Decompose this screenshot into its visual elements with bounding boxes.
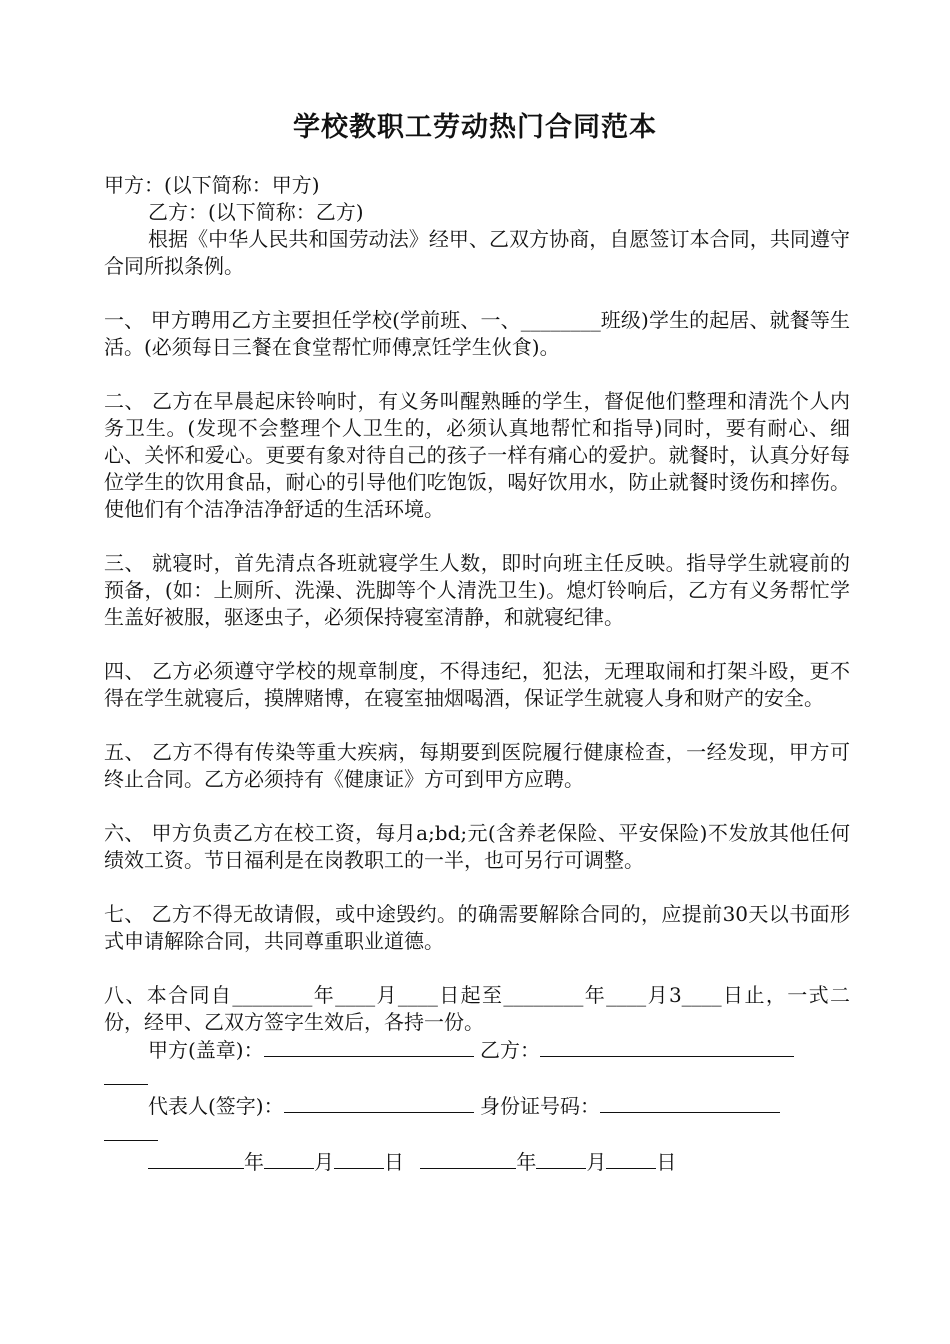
clause-5: 五、 乙方不得有传染等重大疾病，每期要到医院履行健康检查，一经发现，甲方可终止合同。乙方必须持有《健康证》方可到甲方应聘。 xyxy=(104,740,850,791)
party-a-seal-label: 甲方(盖章)： xyxy=(148,1038,264,1062)
party-a-date-month-blank[interactable] xyxy=(264,1148,314,1169)
representative-blank[interactable] xyxy=(284,1092,474,1113)
party-b-blank-continuation xyxy=(104,1064,148,1085)
party-a-date-year-blank[interactable] xyxy=(148,1148,244,1169)
signature-row-1 xyxy=(104,1036,850,1064)
party-a-seal-blank[interactable] xyxy=(264,1036,474,1057)
party-b-date-day-blank[interactable] xyxy=(606,1148,656,1169)
signature-row-1-continuation xyxy=(104,1064,850,1092)
party-a-line: 甲方：(以下简称：甲方) xyxy=(104,173,320,197)
clause-6: 六、 甲方负责乙方在校工资，每月a;bd;元(含养老保险、平安保险)不发放其他任何绩效工资。节日福利是在岗教职工的一半，也可另行可调整。 xyxy=(104,821,850,872)
party-b-blank[interactable] xyxy=(540,1036,794,1057)
party-b-line: 乙方：(以下简称：乙方) xyxy=(148,200,364,224)
party-b-date-month-label: 月 xyxy=(586,1150,607,1174)
party-a-date-month-label: 月 xyxy=(314,1150,334,1174)
party-a-date-day-label: 日 xyxy=(384,1150,404,1174)
party-b-date-year-blank[interactable] xyxy=(420,1148,516,1169)
intro-paragraph: 根据《中华人民共和国劳动法》经甲、乙双方协商，自愿签订本合同，共同遵守合同所拟条例。 xyxy=(104,227,850,278)
signature-row-2 xyxy=(104,1092,850,1120)
clause-4: 四、 乙方必须遵守学校的规章制度，不得违纪，犯法，无理取闹和打架斗殴，更不得在学生就寝后，摸牌赌博，在寝室抽烟喝酒，保证学生就寝人身和财产的安全。 xyxy=(104,659,850,710)
party-b-date-year-label: 年 xyxy=(516,1150,537,1174)
party-b-date-day-label: 日 xyxy=(656,1150,677,1174)
signature-date-row xyxy=(104,1148,850,1176)
clause-8: 八、本合同自________年____月____日起至________年____月3____日止，一式二份，经甲、乙双方签字生效后，各持一份。 xyxy=(104,983,850,1034)
clause-2: 二、 乙方在早晨起床铃响时，有义务叫醒熟睡的学生，督促他们整理和清洗个人内务卫生。(发现不会整理个人卫生的，必须认真地帮忙和指导)同时，要有耐心、细心、关怀和爱心。更要有象对待自己的孩子一样有痛心的爱护。就餐时，认真分好每位学生的饮用食品，耐心的引导他们吃饱饭，喝好饮用水，防止就餐时烫伤和摔伤。使他们有个洁净洁净舒适的生活环境。 xyxy=(104,389,850,521)
party-b-date-month-blank[interactable] xyxy=(536,1148,586,1169)
party-a-date-day-blank[interactable] xyxy=(334,1148,384,1169)
document-body xyxy=(104,172,850,1176)
document-title: 学校教职工劳动热门合同范本 xyxy=(293,112,657,143)
clause-7: 七、 乙方不得无故请假，或中途毁约。的确需要解除合同的，应提前30天以书面形式申请解除合同，共同尊重职业道德。 xyxy=(104,902,850,953)
id-number-blank[interactable] xyxy=(600,1092,780,1113)
id-number-blank-continuation xyxy=(104,1120,158,1141)
clause-1: 一、 甲方聘用乙方主要担任学校(学前班、一、________班级)学生的起居、就餐等生活。(必须每日三餐在食堂帮忙师傅烹饪学生伙食)。 xyxy=(104,308,850,359)
clause-3: 三、 就寝时，首先清点各班就寝学生人数，即时向班主任反映。指导学生就寝前的预备，(如：上厕所、洗澡、洗脚等个人清洗卫生)。熄灯铃响后，乙方有义务帮忙学生盖好被服，驱逐虫子，必须保持寝室清静，和就寝纪律。 xyxy=(104,551,850,629)
id-number-label: 身份证号码： xyxy=(479,1094,600,1118)
signature-row-2-continuation xyxy=(104,1120,850,1148)
party-a-date-year-label: 年 xyxy=(244,1150,264,1174)
signature-block xyxy=(104,1036,850,1176)
representative-label: 代表人(签字)： xyxy=(148,1094,284,1118)
party-b-label: 乙方： xyxy=(479,1038,540,1062)
